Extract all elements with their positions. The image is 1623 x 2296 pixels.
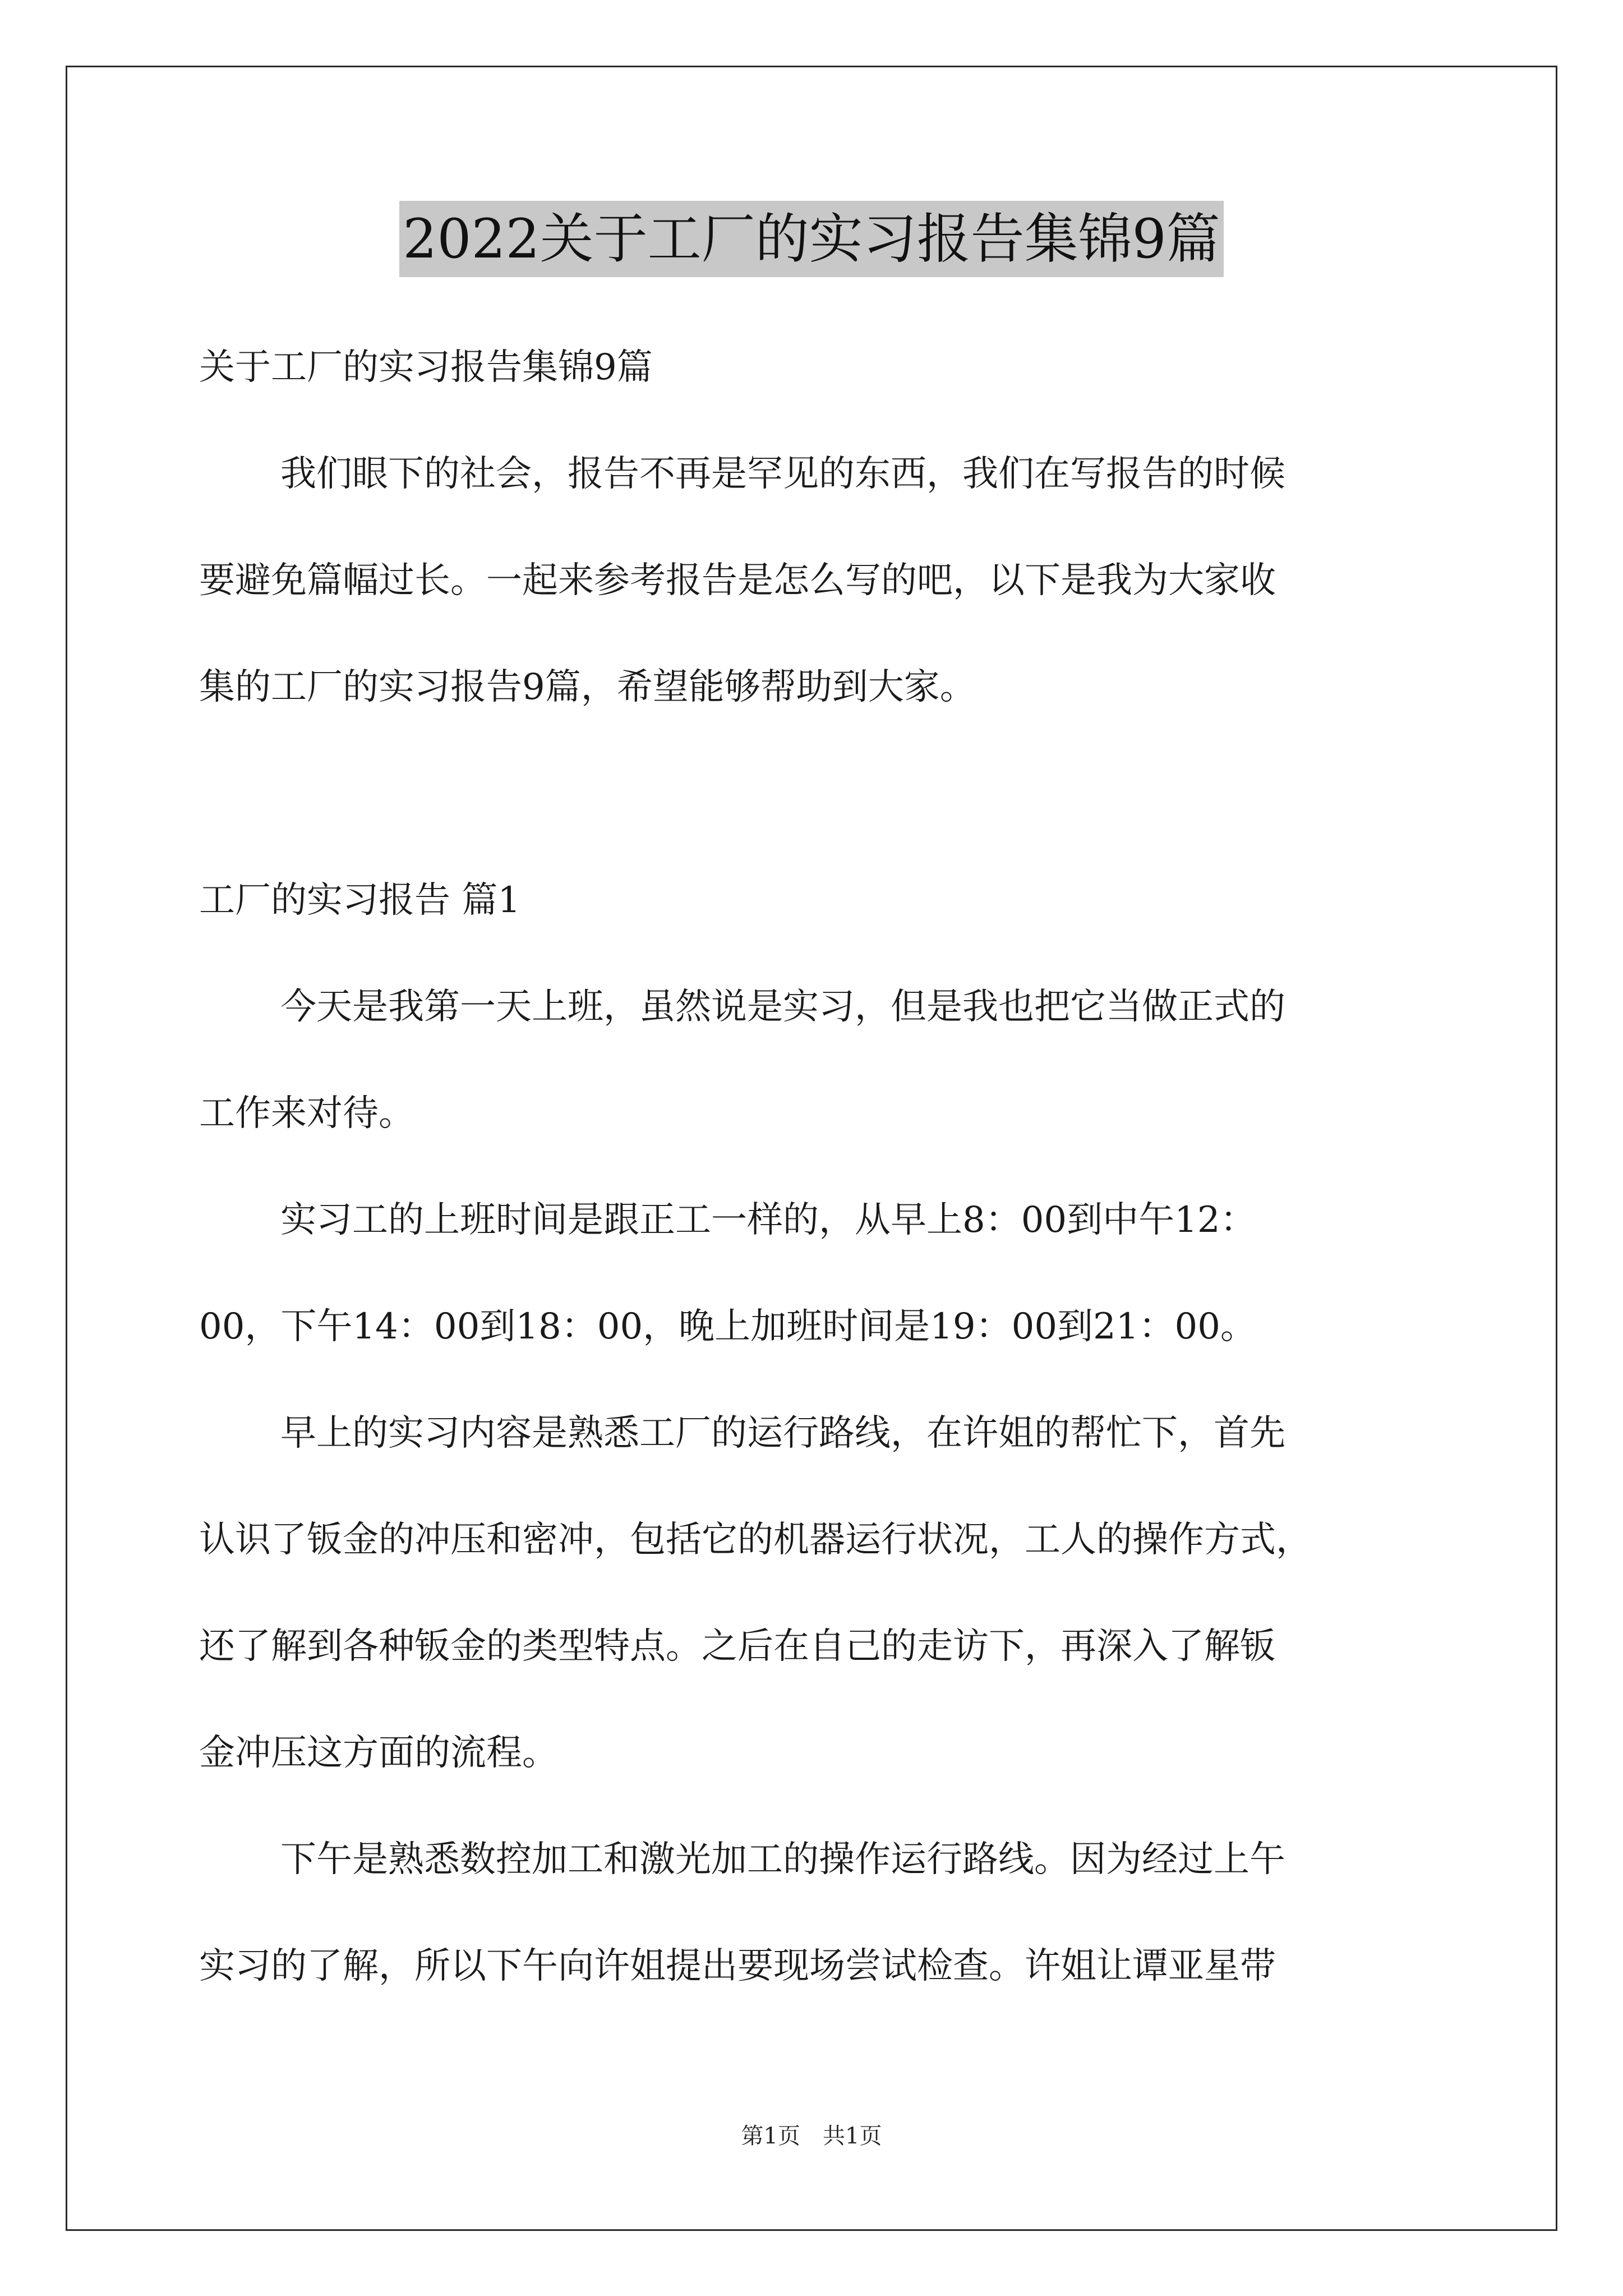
paragraph-line: 实习工的上班时间是跟正工一样的，从早上8：00到中午12： (280, 1199, 1256, 1241)
paragraph-line: 实习的了解，所以下午向许姐提出要现场尝试检查。许姐让谭亚星带 (199, 1945, 1276, 1987)
paragraph-line: 今天是我第一天上班，虽然说是实习，但是我也把它当做正式的 (280, 986, 1285, 1028)
paragraph-line: 下午是熟悉数控加工和激光加工的操作运行路线。因为经过上午 (280, 1839, 1285, 1880)
paragraph-line: 00，下午14：00到18：00，晚上加班时间是19：00到21：00。 (199, 1306, 1256, 1347)
intro-line: 我们眼下的社会，报告不再是罕见的东西，我们在写报告的时候 (280, 453, 1285, 495)
page-footer: 第1页 共1页 (741, 2123, 882, 2149)
document-body (199, 314, 1444, 2019)
intro-line: 集的工厂的实习报告9篇，希望能够帮助到大家。 (199, 666, 976, 708)
title-container (0, 201, 1623, 277)
section-heading: 工厂的实习报告 篇1 (199, 880, 521, 921)
paragraph-line: 还了解到各种钣金的类型特点。之后在自己的走访下，再深入了解钣 (199, 1626, 1276, 1667)
document-title: 2022关于工厂的实习报告集锦9篇 (399, 201, 1223, 277)
paragraph-line: 工作来对待。 (199, 1093, 414, 1134)
intro-line: 要避免篇幅过长。一起来参考报告是怎么写的吧，以下是我为大家收 (199, 560, 1276, 601)
blank-line (199, 740, 1444, 847)
paragraph-line: 金冲压这方面的流程。 (199, 1732, 558, 1774)
subtitle: 关于工厂的实习报告集锦9篇 (199, 347, 653, 388)
paragraph-line: 认识了钣金的冲压和密冲，包括它的机器运行状况，工人的操作方式， (199, 1519, 1312, 1561)
paragraph-line: 早上的实习内容是熟悉工厂的运行路线，在许姐的帮忙下，首先 (280, 1412, 1285, 1454)
